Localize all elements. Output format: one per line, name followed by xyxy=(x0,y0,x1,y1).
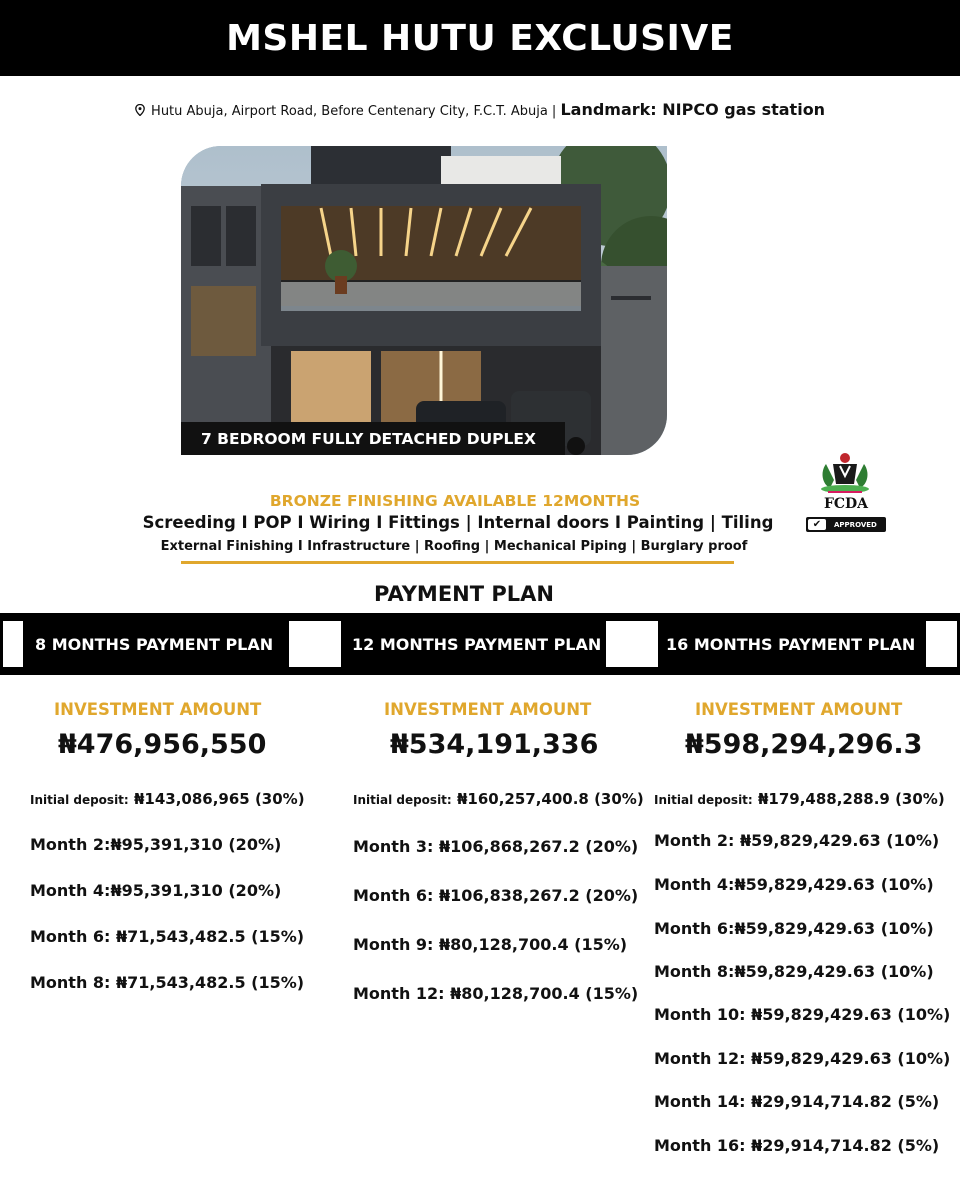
installment-row: Month 10: ₦59,829,429.63 (10%) xyxy=(654,1005,951,1024)
deposit-value: ₦143,086,965 (30%) xyxy=(133,790,305,808)
plan-header-8-months: 8 MONTHS PAYMENT PLAN xyxy=(35,634,274,654)
installment-row: Month 8:₦59,829,429.63 (10%) xyxy=(654,962,934,981)
investment-amount: ₦598,294,296.3 xyxy=(685,729,923,760)
approved-label: APPROVED xyxy=(834,520,877,529)
installment-row: Month 2: ₦59,829,429.63 (10%) xyxy=(654,831,940,850)
plan-bar-spacer xyxy=(288,620,342,668)
initial-deposit xyxy=(30,790,305,808)
property-image xyxy=(181,146,667,455)
installment-row: Month 6: ₦71,543,482.5 (15%) xyxy=(30,927,305,946)
installment-row: Month 9: ₦80,128,700.4 (15%) xyxy=(353,935,628,954)
page-title: MSHEL HUTU EXCLUSIVE xyxy=(226,17,734,59)
gold-divider xyxy=(181,561,734,564)
payment-plan-title: PAYMENT PLAN xyxy=(374,582,554,606)
investment-amount: ₦534,191,336 xyxy=(390,729,599,760)
header-banner xyxy=(0,0,960,76)
installment-row: Month 4:₦95,391,310 (20%) xyxy=(30,881,282,900)
payment-plan-header-bar xyxy=(0,613,960,675)
plan-header-12-months: 12 MONTHS PAYMENT PLAN xyxy=(352,634,602,654)
investment-label: INVESTMENT AMOUNT xyxy=(384,700,592,719)
initial-deposit xyxy=(353,790,644,808)
installment-row: Month 2:₦95,391,310 (20%) xyxy=(30,835,282,854)
deposit-label: Initial deposit: xyxy=(30,793,129,807)
plan-column-12-months xyxy=(353,700,644,1003)
finishing-title: BRONZE FINISHING AVAILABLE 12MONTHS xyxy=(269,492,641,510)
landmark-text: Landmark: NIPCO gas station xyxy=(560,100,826,119)
deposit-value: ₦179,488,288.9 (30%) xyxy=(757,790,945,808)
finishing-items-line2: External Finishing I Infrastructure | Roofing | Mechanical Piping | Burglary proof xyxy=(160,539,748,554)
installment-row: Month 6:₦59,829,429.63 (10%) xyxy=(654,919,934,938)
plan-bar-spacer xyxy=(605,620,659,668)
plan-column-16-months xyxy=(654,700,951,1155)
fcda-text: FCDA xyxy=(823,496,869,512)
installment-row: Month 14: ₦29,914,714.82 (5%) xyxy=(654,1092,940,1111)
checkmark-icon: ✔ xyxy=(808,519,826,530)
initial-deposit xyxy=(654,790,945,808)
plan-bar-spacer xyxy=(925,620,958,668)
installment-row: Month 3: ₦106,868,267.2 (20%) xyxy=(353,837,639,856)
installment-row: Month 16: ₦29,914,714.82 (5%) xyxy=(654,1136,940,1155)
plan-header-16-months: 16 MONTHS PAYMENT PLAN xyxy=(666,634,916,654)
installment-row: Month 4:₦59,829,429.63 (10%) xyxy=(654,875,934,894)
investment-amount: ₦476,956,550 xyxy=(58,729,267,760)
plan-bar-spacer xyxy=(2,620,24,668)
investment-label: INVESTMENT AMOUNT xyxy=(695,700,903,719)
property-caption: 7 BEDROOM FULLY DETACHED DUPLEX xyxy=(181,422,565,455)
coat-of-arms-icon xyxy=(816,450,874,494)
location-line xyxy=(0,100,960,119)
address-text: Hutu Abuja, Airport Road, Before Centenary City, F.C.T. Abuja | xyxy=(151,104,557,119)
installment-row: Month 12: ₦59,829,429.63 (10%) xyxy=(654,1049,951,1068)
plan-column-8-months xyxy=(30,700,305,992)
investment-label: INVESTMENT AMOUNT xyxy=(54,700,262,719)
location-pin-icon xyxy=(135,104,145,116)
deposit-value: ₦160,257,400.8 (30%) xyxy=(456,790,644,808)
installment-row: Month 6: ₦106,838,267.2 (20%) xyxy=(353,886,639,905)
installment-row: Month 12: ₦80,128,700.4 (15%) xyxy=(353,984,639,1003)
installment-row: Month 8: ₦71,543,482.5 (15%) xyxy=(30,973,305,992)
deposit-label: Initial deposit: xyxy=(353,793,452,807)
finishing-items-line1: Screeding I POP I Wiring I Fittings | Internal doors I Painting | Tiling xyxy=(142,513,774,532)
deposit-label: Initial deposit: xyxy=(654,793,753,807)
